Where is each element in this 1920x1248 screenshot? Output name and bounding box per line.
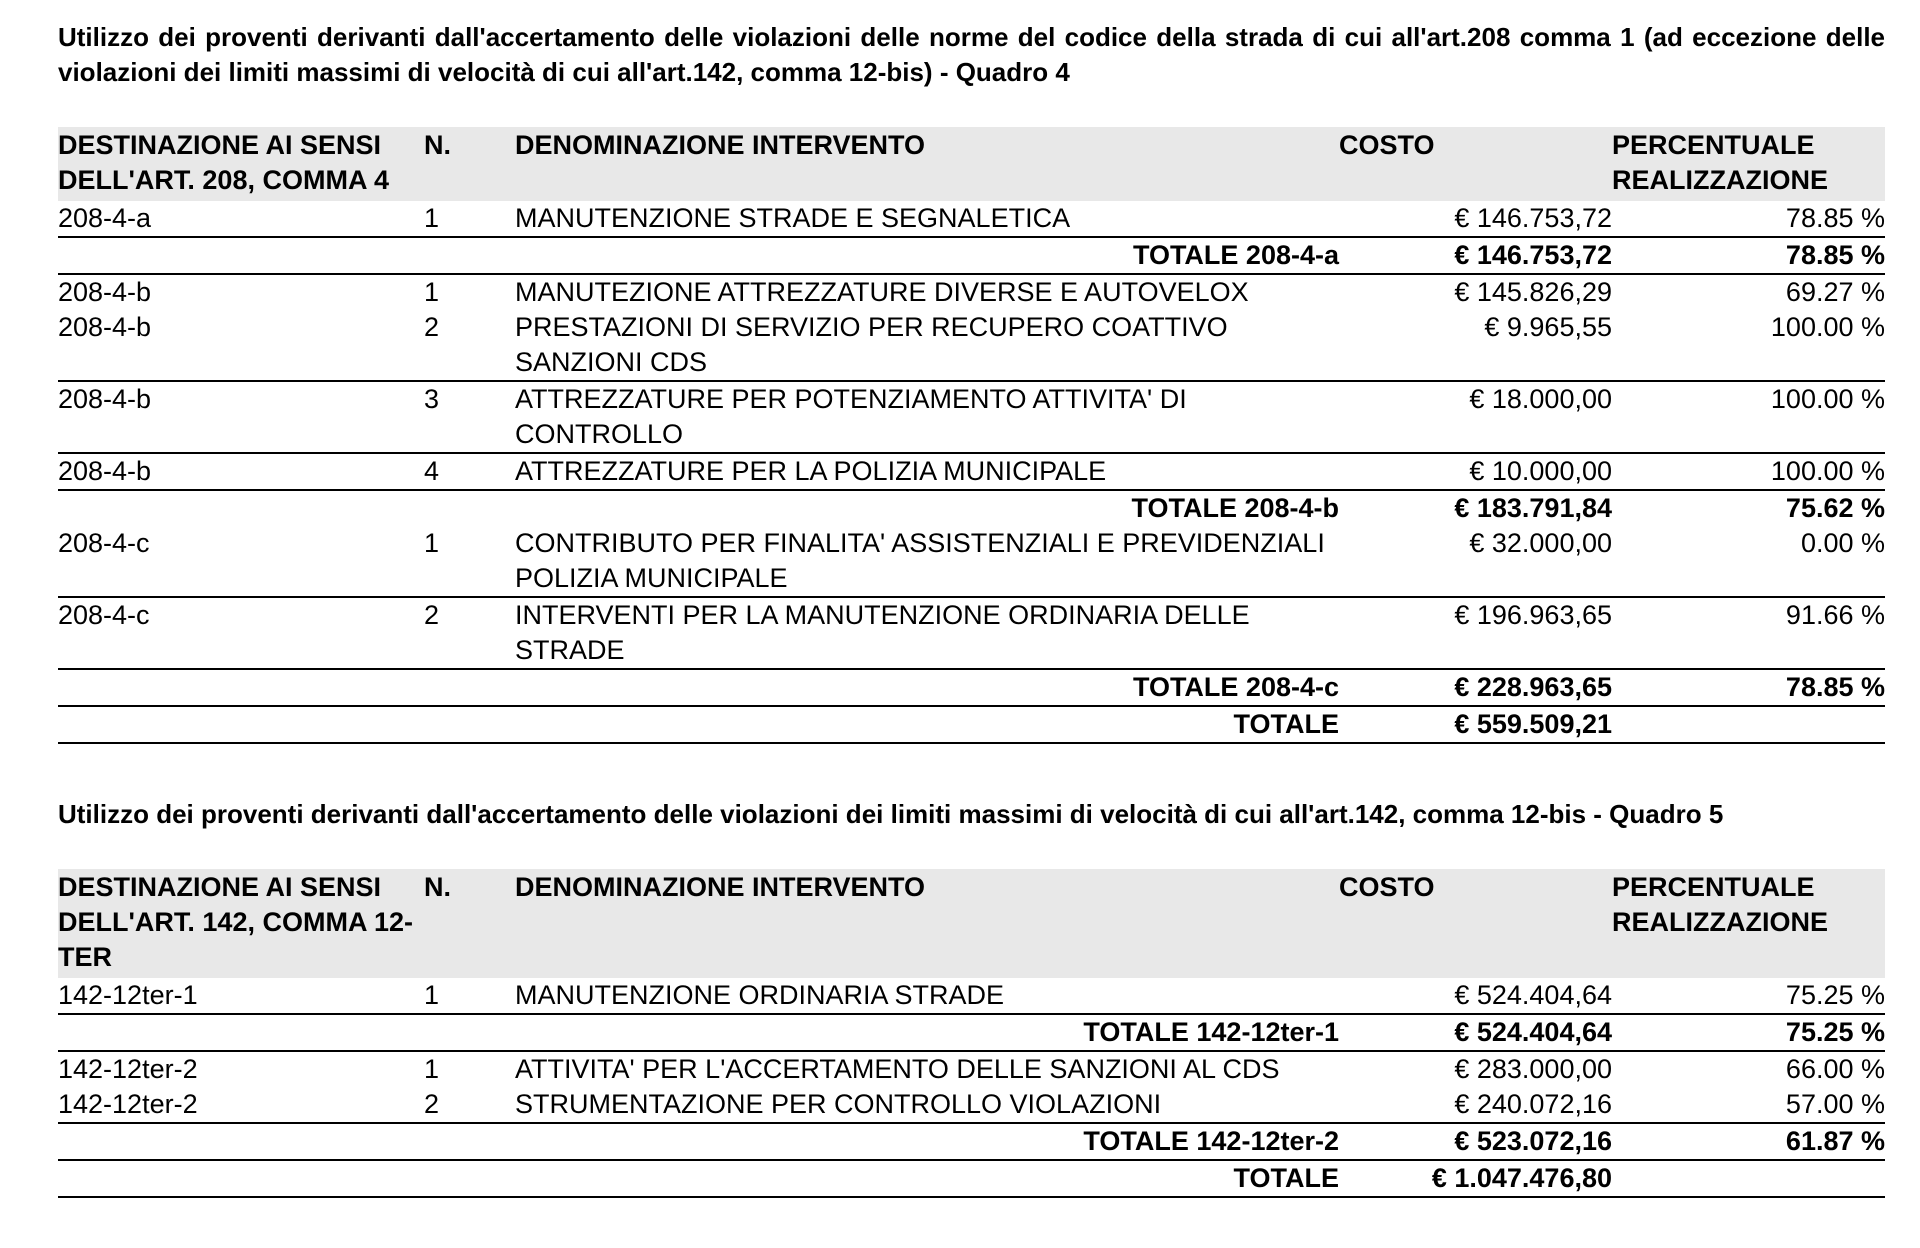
cell-percentuale: 78.85 %: [1612, 201, 1885, 237]
cell-costo: € 146.753,72: [1339, 201, 1612, 237]
grand-total-percentuale: [1612, 706, 1885, 743]
cell-n: 1: [424, 277, 440, 307]
grand-total-label: TOTALE: [515, 706, 1339, 743]
header-percentuale: PERCENTUALE REALIZZAZIONE: [1612, 127, 1885, 201]
cell-costo: € 10.000,00: [1339, 453, 1612, 490]
grand-total-percentuale: [1612, 1160, 1885, 1197]
total-row: [58, 669, 1885, 706]
total-row: [58, 490, 1885, 526]
cell-destinazione: 208-4-c: [58, 597, 424, 669]
cell-destinazione: 208-4-c: [58, 526, 424, 597]
table-header-row: [58, 127, 1885, 201]
grand-total-costo: € 559.509,21: [1339, 706, 1612, 743]
cell-destinazione: 208-4-a: [58, 201, 424, 237]
cell-percentuale: 0.00 %: [1612, 526, 1885, 597]
cell-costo: € 32.000,00: [1339, 526, 1612, 597]
cell-n: 2: [424, 597, 515, 669]
cell-costo: € 524.404,64: [1339, 978, 1612, 1014]
header-costo: COSTO: [1339, 127, 1612, 201]
total-row: [58, 1123, 1885, 1160]
header-n: N.: [424, 869, 515, 978]
cell-percentuale: 100.00 %: [1612, 453, 1885, 490]
cell-n: 1: [424, 978, 515, 1014]
header-denominazione: DENOMINAZIONE INTERVENTO: [515, 869, 1339, 978]
table-row: [58, 201, 1885, 237]
cell-denominazione: MANUTENZIONE STRADE E SEGNALETICA: [515, 201, 1339, 237]
cell-denominazione: CONTRIBUTO PER FINALITA' ASSISTENZIALI E PREVIDENZIALI POLIZIA MUNICIPALE: [515, 526, 1339, 597]
grand-total-costo: € 1.047.476,80: [1339, 1160, 1612, 1197]
total-percentuale: 75.62 %: [1785, 493, 1885, 523]
cell-destinazione: 142-12ter-2: [58, 1054, 198, 1084]
total-percentuale: 61.87 %: [1612, 1123, 1885, 1160]
cell-denominazione: INTERVENTI PER LA MANUTENZIONE ORDINARIA DELLE STRADE: [515, 597, 1339, 669]
total-costo: € 228.963,65: [1339, 669, 1612, 706]
total-costo: € 146.753,72: [1339, 237, 1612, 274]
grand-total-row: [58, 1160, 1885, 1197]
table-row: [58, 310, 1885, 381]
table-row: [58, 597, 1885, 669]
total-row: [58, 1014, 1885, 1051]
table-row: [58, 526, 1885, 597]
total-label: TOTALE 142-12ter-2: [515, 1123, 1339, 1160]
cell-destinazione: 208-4-b: [58, 453, 424, 490]
cell-percentuale: 69.27 %: [1785, 277, 1885, 307]
cell-n: 1: [424, 1054, 440, 1084]
grand-total-row: [58, 706, 1885, 743]
total-costo: € 523.072,16: [1339, 1123, 1612, 1160]
total-percentuale: 78.85 %: [1612, 237, 1885, 274]
cell-denominazione: PRESTAZIONI DI SERVIZIO PER RECUPERO COATTIVO SANZIONI CDS: [515, 310, 1339, 381]
grand-total-label: TOTALE: [515, 1160, 1339, 1197]
table-row: [58, 1087, 1885, 1123]
cell-percentuale: 57.00 %: [1612, 1087, 1885, 1123]
quadro-5-table: [58, 869, 1885, 1198]
table-row: [58, 978, 1885, 1014]
cell-percentuale: 66.00 %: [1785, 1054, 1885, 1084]
header-denominazione: DENOMINAZIONE INTERVENTO: [515, 127, 1339, 201]
cell-denominazione: ATTREZZATURE PER POTENZIAMENTO ATTIVITA' DI CONTROLLO: [515, 381, 1339, 453]
cell-n: 2: [424, 1087, 515, 1123]
total-percentuale: 75.25 %: [1612, 1014, 1885, 1051]
cell-percentuale: 100.00 %: [1612, 310, 1885, 381]
header-percentuale: PERCENTUALE REALIZZAZIONE: [1612, 869, 1885, 978]
header-destinazione: DESTINAZIONE AI SENSI DELL'ART. 142, COMMA 12-TER: [58, 869, 424, 978]
cell-percentuale: 75.25 %: [1612, 978, 1885, 1014]
cell-denominazione: MANUTEZIONE ATTREZZATURE DIVERSE E AUTOVELOX: [515, 277, 1249, 307]
header-destinazione: DESTINAZIONE AI SENSI DELL'ART. 208, COMMA 4: [58, 127, 424, 201]
cell-n: 1: [424, 201, 515, 237]
cell-n: 3: [424, 381, 515, 453]
cell-percentuale: 91.66 %: [1612, 597, 1885, 669]
cell-costo: € 18.000,00: [1339, 381, 1612, 453]
table-row: [58, 1051, 1885, 1087]
cell-n: 1: [424, 526, 515, 597]
cell-destinazione: 142-12ter-2: [58, 1087, 424, 1123]
quadro-5-title: Utilizzo dei proventi derivanti dall'accertamento delle violazioni dei limiti massimi di velocità di cui all'art.142, comma 12-bis - Quadro 5: [58, 799, 1724, 829]
total-label: TOTALE 208-4-a: [515, 237, 1339, 274]
total-label: TOTALE 208-4-b: [1131, 493, 1339, 523]
cell-percentuale: 100.00 %: [1612, 381, 1885, 453]
cell-destinazione: 208-4-b: [58, 310, 424, 381]
cell-costo: € 9.965,55: [1339, 310, 1612, 381]
quadro-4-section: [58, 20, 1885, 744]
cell-costo: € 283.000,00: [1454, 1054, 1612, 1084]
cell-destinazione: 208-4-b: [58, 381, 424, 453]
cell-n: 2: [424, 310, 515, 381]
cell-n: 4: [424, 453, 515, 490]
total-label: TOTALE 142-12ter-1: [515, 1014, 1339, 1051]
cell-destinazione: 208-4-b: [58, 277, 152, 307]
header-costo: COSTO: [1339, 869, 1612, 978]
total-percentuale: 78.85 %: [1612, 669, 1885, 706]
table-row: [58, 381, 1885, 453]
cell-denominazione: STRUMENTAZIONE PER CONTROLLO VIOLAZIONI: [515, 1087, 1339, 1123]
table-row: [58, 274, 1885, 310]
quadro-4-table: [58, 127, 1885, 744]
table-row: [58, 453, 1885, 490]
cell-denominazione: ATTIVITA' PER L'ACCERTAMENTO DELLE SANZIONI AL CDS: [515, 1054, 1280, 1084]
cell-costo: € 240.072,16: [1339, 1087, 1612, 1123]
cell-denominazione: MANUTENZIONE ORDINARIA STRADE: [515, 978, 1339, 1014]
total-label: TOTALE 208-4-c: [515, 669, 1339, 706]
cell-costo: € 145.826,29: [1454, 277, 1612, 307]
header-n: N.: [424, 127, 515, 201]
quadro-4-title: Utilizzo dei proventi derivanti dall'accertamento delle violazioni delle norme del codice della strada di cui all'art.208 comma 1 (ad eccezione delle violazioni dei limiti massimi di velocità di cui all'art.142, comma 12-bis) - Quadro 4: [58, 22, 1885, 87]
cell-costo: € 196.963,65: [1339, 597, 1612, 669]
cell-denominazione: ATTREZZATURE PER LA POLIZIA MUNICIPALE: [515, 453, 1339, 490]
total-costo: € 524.404,64: [1339, 1014, 1612, 1051]
cell-destinazione: 142-12ter-1: [58, 978, 424, 1014]
total-row: [58, 237, 1885, 274]
quadro-5-section: [58, 797, 1885, 1198]
table-header-row: [58, 869, 1885, 978]
total-costo: € 183.791,84: [1454, 493, 1612, 523]
